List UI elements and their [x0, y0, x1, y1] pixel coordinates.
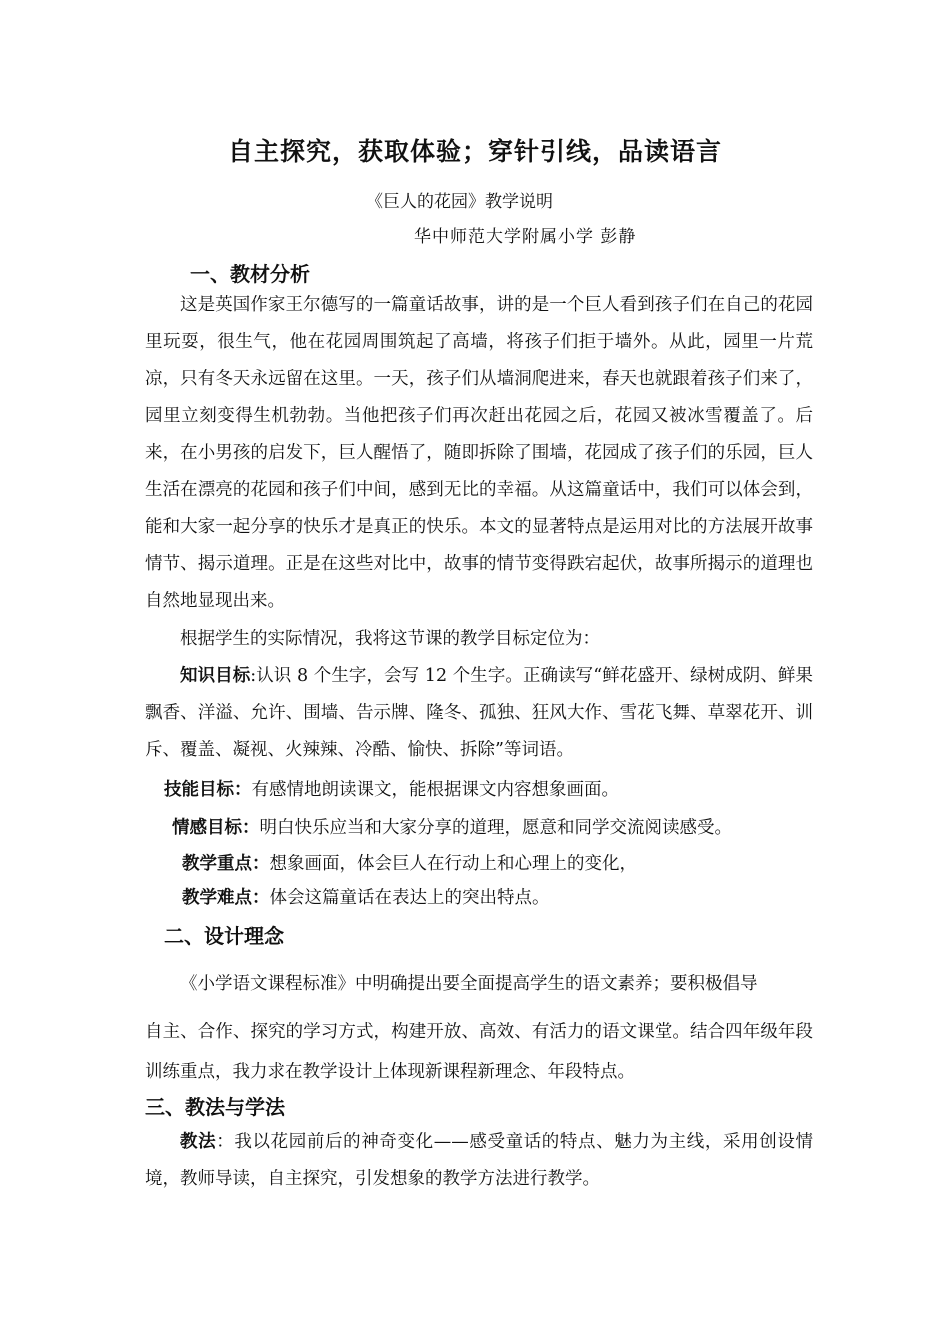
emotion-objective-text: 明白快乐应当和大家分享的道理，愿意和同学交流阅读感受。 [259, 818, 732, 838]
document-author: 华中师范大学附属小学 彭静 [414, 227, 637, 247]
design-concept-paragraph: 自主、合作、探究的学习方式，构建开放、高效、有活力的语文课堂。结合四年级年段训练重点，我力求在教学设计上体现新课程新理念、年段特点。 [145, 1022, 813, 1082]
teaching-focus-text: 想象画面，体会巨人在行动上和心理上的变化， [269, 854, 637, 874]
curriculum-standard-lead: 《小学语文课程标准》中明确提出要 [180, 974, 460, 994]
design-concept-first-line [180, 970, 758, 995]
document-subtitle: 《巨人的花园》教学说明 [366, 192, 553, 212]
teaching-method-text: ：我以花园前后的神奇变化——感受童话的特点、魅力为主线，采用创设情境，教师导读，自主探究，引发想象的教学方法进行教学。 [145, 1132, 814, 1189]
emotion-objective [172, 814, 732, 839]
section2-heading: 二、设计理念 [164, 924, 284, 948]
emotion-objective-label: 情感目标： [172, 818, 260, 838]
skill-objective-label: 技能目标： [164, 780, 252, 800]
section1-paragraph: 这是英国作家王尔德写的一篇童话故事，讲的是一个巨人看到孩子们在自己的花园里玩耍，很生气，他在花园周围筑起了高墙，将孩子们拒于墙外。从此，园里一片荒凉，只有冬天永远留在这里。一天，孩子们从墙洞爬进来，春天也就跟着孩子们来了，园里立刻变得生机勃勃。当他把孩子们再次赶出花园之后，花园又被冰雪覆盖了。后来，在小男孩的启发下，巨人醒悟了，随即拆除了围墙，花园成了孩子们的乐园，巨人生活在漂亮的花园和孩子们中间，感到无比的幸福。从这篇童话中，我们可以体会到，能和大家一起分享的快乐才是真正的快乐。本文的显著特点是运用对比的方法展开故事情节、揭示道理。正是在这些对比中，故事的情节变得跌宕起伏，故事所揭示的道理也自然地显现出来。 [145, 295, 813, 611]
teaching-difficulty-label: 教学难点： [182, 888, 270, 908]
teaching-difficulty-text: 体会这篇童话在表达上的突出特点。 [269, 888, 550, 908]
teaching-method [145, 1124, 813, 1198]
teaching-method-label: 教法 [180, 1132, 217, 1152]
teaching-focus-label: 教学重点： [182, 854, 270, 874]
section1-heading: 一、教材分析 [190, 262, 310, 286]
document-title: 自主探究，获取体验；穿针引线，品读语言 [227, 137, 722, 166]
teaching-focus [182, 850, 637, 875]
knowledge-objective [145, 658, 813, 769]
skill-objective [164, 776, 619, 801]
skill-objective-text: 有感情地朗读课文，能根据课文内容想象画面。 [251, 780, 619, 800]
section3-heading: 三、教法与学法 [145, 1095, 285, 1119]
design-concept-first-line-text: 全面提高学生的语文素养；要积极倡导 [460, 974, 758, 994]
teaching-difficulty [182, 884, 550, 909]
objectives-intro: 根据学生的实际情况，我将这节课的教学目标定位为： [180, 629, 600, 649]
knowledge-objective-label: 知识目标 [180, 666, 251, 686]
knowledge-objective-text: :认识 8 个生字，会写 12 个生字。正确读写“鲜花盛开、绿树成阴、鲜果飘香、洋溢、允许、围墙、告示牌、隆冬、孤独、狂风大作、雪花飞舞、草翠花开、训斥、覆盖、凝视、火辣辣、冷酷、愉快、拆除”等词语。 [145, 666, 814, 760]
